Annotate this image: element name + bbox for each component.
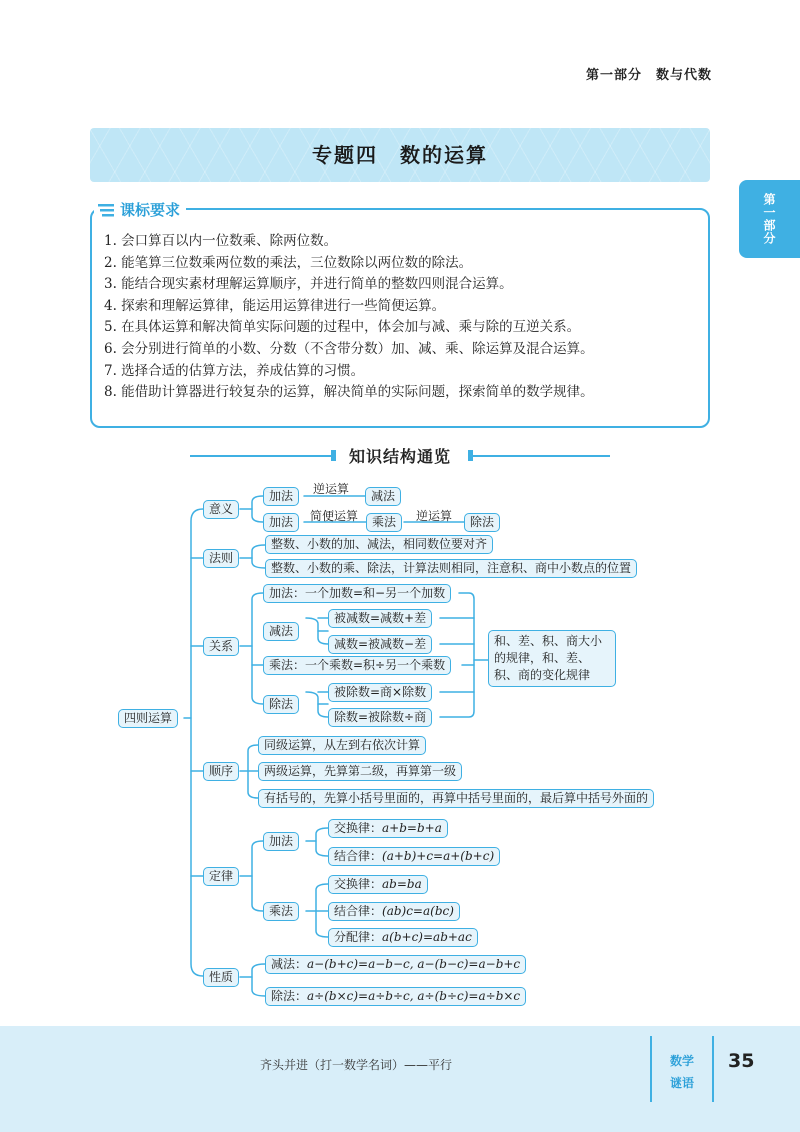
property-subtraction: 减法：a−(b+c)=a−b−c, a−(b−c)=a−b+c [265, 955, 526, 974]
riddle-tag-line: 谜语 [669, 1076, 694, 1090]
laws-multiplication: 乘法 [263, 902, 299, 921]
riddle-tag [664, 1050, 700, 1094]
relation-sub-1: 被减数=减数+差 [328, 609, 432, 628]
riddle-tag-line: 数学 [669, 1054, 694, 1068]
relation-note: 和、差、积、商大小的规律，和、差、积、商的变化规律 [488, 630, 616, 687]
footer-separator-right [712, 1036, 714, 1102]
node-subtraction: 减法 [365, 487, 401, 506]
requirement-item: 8. 能借助计算器进行较复杂的运算，解决简单的实际问题，探索简单的数学规律。 [104, 384, 594, 401]
order-two-levels: 两级运算，先算第二级，再算第一级 [258, 762, 462, 781]
page-number: 35 [728, 1050, 755, 1072]
requirement-item: 7. 选择合适的估算方法，养成估算的习惯。 [104, 362, 365, 379]
node-addition-2: 加法 [263, 513, 299, 532]
relation-addition: 加法：一个加数=和−另一个加数 [263, 584, 451, 603]
chapter-title: 专题四 数的运算 [312, 143, 488, 167]
category-order: 顺序 [203, 762, 239, 781]
category-rules: 法则 [203, 549, 239, 568]
footer-riddle: 齐头并进（打一数学名词）——平行 [260, 1058, 453, 1072]
category-relations: 关系 [203, 637, 239, 656]
footer-separator-left [650, 1036, 652, 1102]
root-node: 四则运算 [118, 709, 178, 728]
category-properties: 性质 [203, 968, 239, 987]
requirement-item: 2. 能笔算三位数乘两位数的乘法，三位数除以两位数的除法。 [104, 254, 473, 271]
relation-division: 除法 [263, 695, 299, 714]
overview-heading: 知识结构通览 [348, 447, 451, 466]
requirement-item: 3. 能结合现实素材理解运算顺序，并进行简单的整数四则混合运算。 [104, 276, 513, 293]
label-inverse: 逆运算 [313, 482, 350, 496]
order-same-level: 同级运算，从左到右依次计算 [258, 736, 426, 755]
requirement-item: 4. 探索和理解运算律，能运用运算律进行一些简便运算。 [104, 297, 446, 314]
requirement-item: 5. 在具体运算和解决简单实际问题的过程中，体会加与减、乘与除的互逆关系。 [104, 319, 581, 336]
law-add-associative: 结合律：(a+b)+c=a+(b+c) [328, 847, 500, 866]
relation-subtraction: 减法 [263, 622, 299, 641]
side-tab-label: 第一部分 [762, 193, 776, 245]
relation-sub-2: 减数=被减数−差 [328, 635, 432, 654]
law-add-commutative: 交换律：a+b=b+a [328, 819, 448, 838]
property-division: 除法：a÷(b×c)=a÷b÷c, a÷(b÷c)=a÷b×c [265, 987, 526, 1006]
rule-add-sub: 整数、小数的加、减法，相同数位要对齐 [265, 535, 493, 554]
law-mul-commutative: 交换律：ab=ba [328, 875, 428, 894]
label-shortcut: 简便运算 [310, 509, 359, 523]
relation-div-1: 被除数=商×除数 [328, 683, 432, 702]
laws-addition: 加法 [263, 832, 299, 851]
running-header: 第一部分 数与代数 [585, 68, 712, 83]
category-meaning: 意义 [203, 500, 239, 519]
relation-div-2: 除数=被除数÷商 [328, 708, 432, 727]
law-mul-associative: 结合律：(ab)c=a(bc) [328, 902, 460, 921]
rule-mul-div: 整数、小数的乘、除法，计算法则相同，注意积、商中小数点的位置 [265, 559, 637, 578]
label-inverse-2: 逆运算 [416, 509, 453, 523]
category-laws: 定律 [203, 867, 239, 886]
requirements-title: 课标要求 [120, 201, 181, 219]
law-mul-distributive: 分配律：a(b+c)=ab+ac [328, 928, 478, 947]
node-multiplication: 乘法 [366, 513, 402, 532]
node-division: 除法 [464, 513, 500, 532]
relation-multiplication: 乘法：一个乘数=积÷另一个乘数 [263, 656, 451, 675]
node-addition: 加法 [263, 487, 299, 506]
requirement-item: 1. 会口算百以内一位数乘、除两位数。 [104, 233, 338, 249]
order-brackets: 有括号的，先算小括号里面的，再算中括号里面的，最后算中括号外面的 [258, 789, 654, 808]
requirement-item: 6. 会分别进行简单的小数、分数（不含带分数）加、减、乘、除运算及混合运算。 [104, 340, 594, 357]
